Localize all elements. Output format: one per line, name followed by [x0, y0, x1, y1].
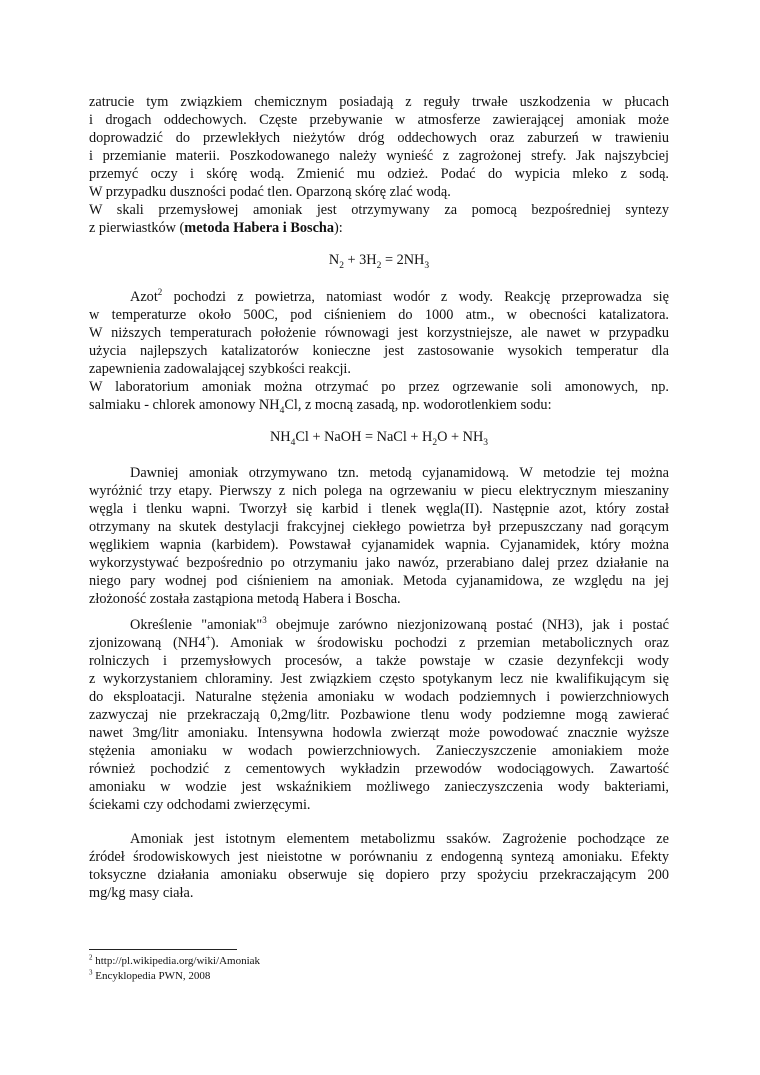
paragraph-reaction-conditions — [89, 288, 669, 378]
text-line: doprowadzić do przewlekłych nieżytów dróg oddechowych oraz zaburzeń w trawieniu — [89, 130, 669, 146]
footnote-text: http://pl.wikipedia.org/wiki/Amoniak — [92, 955, 261, 967]
text-line: zatrucie tym związkiem chemicznym posiadają z reguły trwałe uszkodzenia w płucach — [89, 94, 669, 110]
text-segment: z pierwiastków ( — [89, 220, 185, 236]
text-segment: Azot — [130, 289, 158, 305]
eq-part: O + NH — [437, 429, 484, 445]
text-line: amoniaku w wodzie jest wskaźnikiem możliwego zanieczyszczenia wody bakteriami, — [89, 779, 669, 795]
eq-subscript: 3 — [483, 437, 489, 448]
text-line: z wykorzystaniem chloraminy. Jest związkiem często spotykanym lecz nie kwalifikującym się — [89, 671, 669, 687]
text-segment: Cl, z mocną zasadą, np. wodorotlenkiem sodu: — [284, 397, 552, 413]
text-line: toksyczne działania amoniaku obserwuje się dopiero przy spożyciu przekraczającym 200 — [89, 867, 669, 883]
eq-part: NH — [269, 429, 291, 445]
text-segment: ): — [334, 220, 343, 236]
text-line — [89, 288, 669, 306]
footnote — [89, 969, 210, 983]
paragraph-industrial-synthesis — [89, 201, 669, 237]
text-segment: zjonizowaną (NH4 — [89, 635, 206, 651]
eq-part: Cl + NaOH = NaCl + H — [295, 429, 433, 445]
paragraph-laboratory — [89, 378, 669, 414]
text-line: W skali przemysłowej amoniak jest otrzymywany za pomocą bezpośredniej syntezy — [89, 202, 669, 218]
text-line — [89, 616, 669, 634]
eq-part: N — [328, 252, 340, 268]
footnote-separator — [89, 949, 237, 950]
equation-haber — [89, 251, 669, 269]
text-line: w temperaturze około 500C, pod ciśnieniem do 1000 atm., w obecności katalizatora. — [89, 307, 669, 323]
eq-part: + 3H — [343, 252, 377, 268]
text-line: do eksploatacji. Naturalne stężenia amoniaku w wodach podziemnych i powierzchniowych — [89, 689, 669, 705]
text-line: i przemianie materii. Poszkodowanego należy wynieść z zagrożonej strefy. Jak najszybciej — [89, 148, 669, 164]
eq-subscript: 2 — [432, 437, 438, 448]
text-line — [89, 219, 669, 237]
formula-subscript: 4 — [279, 405, 285, 416]
text-line: zapewnienia zadowalającej szybkości reakcji. — [89, 361, 351, 377]
text-line — [89, 396, 669, 414]
text-line: zazwyczaj nie przekraczają 0,2mg/litr. Pozbawione tlenu wody podziemne mogą zawierać — [89, 707, 669, 723]
text-segment: salmiaku - chlorek amonowy NH — [89, 397, 280, 413]
text-line: nawet 3mg/litr amoniaku. Intensywna hodowla zwierząt może powodować znacznie wyższe — [89, 725, 669, 741]
text-line: źródeł środowiskowych jest nieistotne w porównaniu z endogenną syntezą amoniaku. Efekty — [89, 849, 669, 865]
text-line: Dawniej amoniak otrzymywano tzn. metodą cyjanamidową. W metodzie tej można — [130, 465, 669, 481]
text-line: i drogach oddechowych. Częste przebywanie w atmosferze zawierającej amoniak może — [89, 112, 669, 128]
eq-part: = 2NH — [381, 252, 425, 268]
text-line: W niższych temperaturach położenie równowagi jest korzystniejsze, ale nawet w przypadku — [89, 325, 669, 341]
eq-subscript: 2 — [376, 260, 382, 271]
text-segment: obejmuje zarówno niezjonizowaną postać (NH3), jak i postać — [266, 617, 669, 633]
eq-subscript: 2 — [339, 260, 344, 271]
text-line: Amoniak jest istotnym elementem metabolizmu ssaków. Zagrożenie pochodzące ze — [130, 831, 669, 847]
footnote-number: 3 — [89, 968, 93, 977]
text-line: wyróżnić trzy etapy. Pierwszy z nich polega na ogrzewaniu w piecu elektrycznym mieszaniny — [89, 483, 669, 499]
text-line: przemyć oczy i skórę wodą. Zmienić mu odzież. Podać do wypicia mleko z sodą. — [89, 166, 669, 182]
method-name-bold: metoda Habera i Boscha — [184, 220, 335, 236]
eq-subscript: 3 — [424, 260, 430, 271]
paragraph-health-effects — [89, 93, 669, 201]
text-line: otrzymany na skutek destylacji frakcyjnej ciekłego powietrza był przepuszczany nad gorącym — [89, 519, 669, 535]
text-line: użycia najlepszych katalizatorów konieczne jest zastosowanie wysokich temperatur dla — [89, 343, 669, 359]
footnote-text: Encyklopedia PWN, 2008 — [92, 970, 211, 982]
text-line: niego pary wodnej pod ciśnieniem na amoniak. Metoda cyjanamidowa, ze względu na jej — [89, 573, 669, 589]
paragraph-metabolism — [89, 830, 669, 902]
text-line: rolniczych i przemysłowych procesów, a także powstaje w czasie dezynfekcji wody — [89, 653, 669, 669]
text-line: złożoność została zastąpiona metodą Habera i Boscha. — [89, 591, 401, 607]
text-line: mg/kg masy ciała. — [89, 885, 194, 901]
footnote-number: 2 — [89, 953, 93, 962]
equation-laboratory — [89, 428, 669, 446]
text-line: W laboratorium amoniak można otrzymać po przez ogrzewanie soli amonowych, np. — [89, 379, 669, 395]
text-line — [89, 634, 669, 652]
text-line: stężenia amoniaku w wodach powierzchniowych. Zanieczyszczenie amoniakiem może — [89, 743, 669, 759]
footnote-ref: 3 — [262, 615, 267, 626]
text-line: wykorzystywać bezpośrednio po otrzymaniu jako nawóz, przerabiano dalej przez działanie na — [89, 555, 669, 571]
footnote-ref: 2 — [157, 287, 163, 298]
paragraph-cyanamide-method — [89, 464, 669, 608]
text-segment: ). Amoniak w środowisku pochodzi z przemian metabolicznych oraz — [210, 635, 669, 651]
text-segment: pochodzi z powietrza, natomiast wodór z wody. Reakcję przeprowadza się — [162, 289, 669, 305]
footnote — [89, 954, 260, 968]
paragraph-ammonia-environment — [89, 616, 669, 814]
text-line: również pochodzić z cementowych wykładzin przewodów wodociągowych. Zawartość — [89, 761, 669, 777]
text-line: węglikiem wapnia (karbidem). Powstawał cyjanamidek wapnia. Cyjanamidek, który można — [89, 537, 669, 553]
eq-subscript: 4 — [290, 437, 296, 448]
text-segment: Określenie "amoniak" — [130, 617, 263, 633]
text-line: węgla i tlenku wapni. Tworzył się karbid i tlenek węgla(II). Następnie azot, który został — [89, 501, 669, 517]
superscript: + — [205, 633, 211, 644]
text-line: W przypadku duszności podać tlen. Oparzoną skórę zlać wodą. — [89, 184, 451, 200]
text-line: ściekami czy odchodami zwierzęcymi. — [89, 797, 311, 813]
